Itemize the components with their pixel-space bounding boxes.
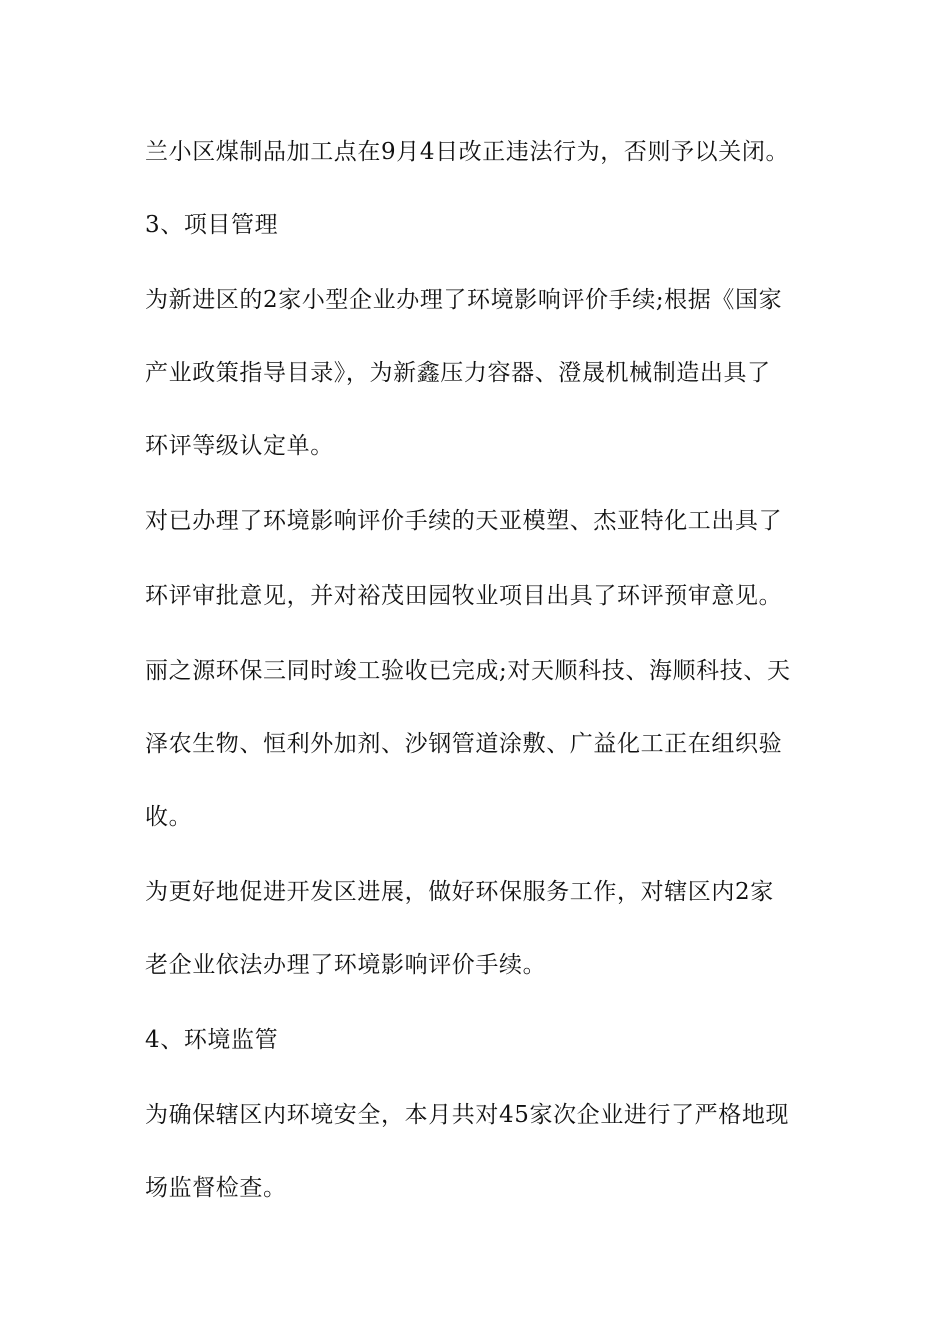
paragraph-line: 丽之源环保三同时竣工验收已完成;对天顺科技、海顺科技、天 [145,658,791,684]
paragraph-line: 环评审批意见，并对裕茂田园牧业项目出具了环评预审意见。 [145,583,783,609]
paragraph-line: 老企业依法办理了环境影响评价手续。 [145,952,547,978]
paragraph-line: 场监督检查。 [145,1175,287,1201]
paragraph-line: 产业政策指导目录》，为新鑫压力容器、澄晟机械制造出具了 [145,360,771,386]
paragraph-line: 为新进区的2家小型企业办理了环境影响评价手续;根据《国家 [145,287,783,313]
paragraph-line: 兰小区煤制品加工点在9月4日改正违法行为，否则予以关闭。 [145,139,790,165]
paragraph-line: 为确保辖区内环境安全，本月共对45家次企业进行了严格地现 [145,1102,790,1128]
paragraph-line: 泽农生物、恒利外加剂、沙钢管道涂敷、广益化工正在组织验 [145,731,783,757]
section-heading: 4、环境监管 [145,1027,279,1053]
paragraph-line: 收。 [145,804,193,830]
paragraph-line: 对已办理了环境影响评价手续的天亚模塑、杰亚特化工出具了 [145,508,783,534]
section-heading: 3、项目管理 [145,212,279,238]
paragraph-line: 为更好地促进开发区进展，做好环保服务工作，对辖区内2家 [145,879,774,905]
paragraph-line: 环评等级认定单。 [145,433,334,459]
